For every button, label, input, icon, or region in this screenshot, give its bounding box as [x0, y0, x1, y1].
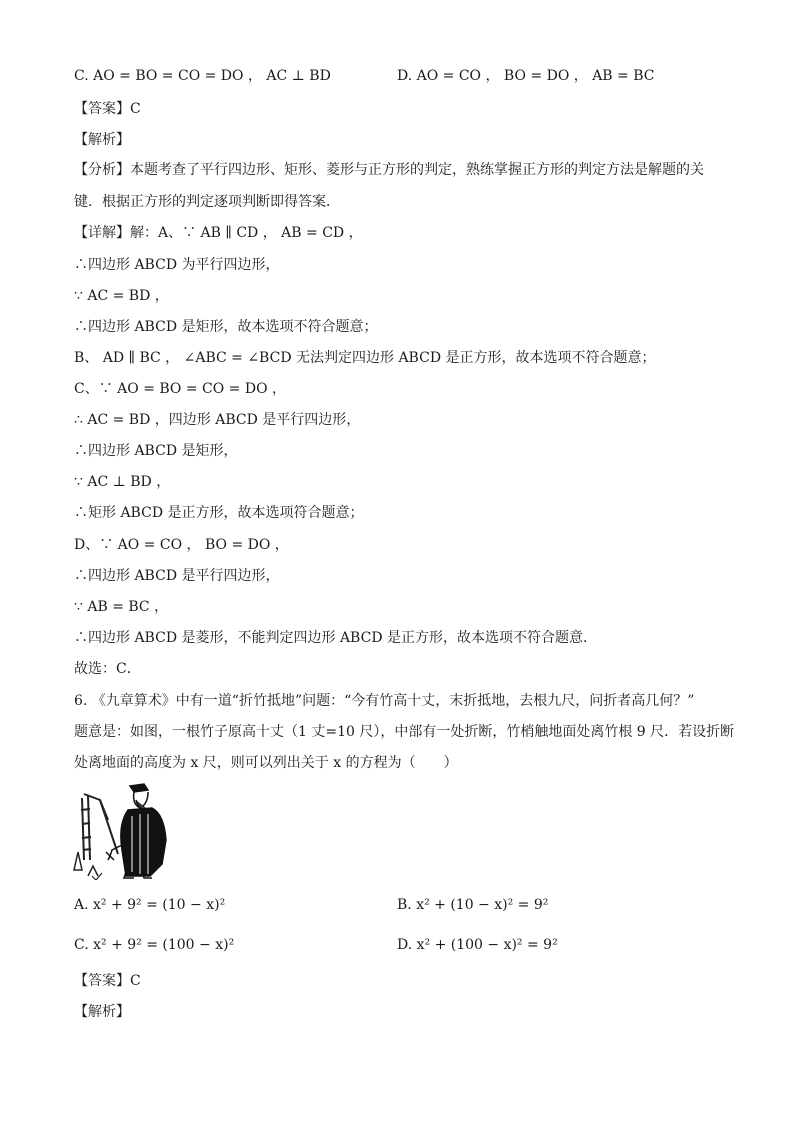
analysis-line: ∴四边形 ABCD 是矩形，故本选项不符合题意；: [74, 319, 378, 335]
q5-option-d: D. AO = CO ， BO = DO ， AB = BC: [397, 68, 655, 84]
analysis-line: ∵ AC ⊥ BD ，: [74, 474, 171, 490]
q6-answer: 【答案】C: [74, 973, 141, 989]
q6-stem-line: 6. 《九章算术》中有一道“折竹抵地”问题：“今有竹高十丈，末折抵地，去根九尺，问折者高几何？”: [74, 693, 695, 709]
analysis-line: ∴四边形 ABCD 是平行四边形，: [74, 568, 280, 584]
q6-option-a: A. x² + 9² = (10 − x)²: [74, 897, 226, 913]
analysis-line: 键．根据正方形的判定逐项判断即得答案．: [74, 194, 340, 210]
analysis-line: ∴矩形 ABCD 是正方形，故本选项符合题意；: [74, 505, 364, 521]
q6-option-c: C. x² + 9² = (100 − x)²: [74, 937, 235, 953]
analysis-line: ∴四边形 ABCD 是矩形，: [74, 443, 238, 459]
q5-option-c: C. AO = BO = CO = DO ， AC ⊥ BD: [74, 68, 331, 84]
analysis-line: ∴ AC = BD ，四边形 ABCD 是平行四边形，: [74, 412, 361, 428]
analysis-line: ∴四边形 ABCD 为平行四边形，: [74, 257, 280, 273]
q6-analysis-heading: 【解析】: [74, 1004, 130, 1020]
analysis-line: 【详解】解：A、∵ AB ∥ CD ， AB = CD ，: [74, 225, 363, 241]
q6-option-b: B. x² + (10 − x)² = 9²: [397, 897, 549, 913]
analysis-line: D、∵ AO = CO ， BO = DO ，: [74, 537, 289, 553]
analysis-line: 故选：C．: [74, 661, 141, 677]
analysis-line: C、∵ AO = BO = CO = DO ，: [74, 381, 287, 397]
q6-option-d: D. x² + (100 − x)² = 9²: [397, 937, 558, 953]
q5-analysis-heading: 【解析】: [74, 132, 130, 148]
analysis-line: ∴四边形 ABCD 是菱形，不能判定四边形 ABCD 是正方形，故本选项不符合题意．: [74, 630, 597, 646]
bamboo-scholar-illustration: [70, 780, 180, 880]
analysis-line: ∵ AC = BD ，: [74, 288, 169, 304]
q5-answer: 【答案】C: [74, 101, 141, 117]
analysis-line: B、 AD ∥ BC ， ∠ABC = ∠BCD 无法判定四边形 ABCD 是正方形，故本选项不符合题意；: [74, 350, 656, 366]
analysis-line: ∵ AB = BC ，: [74, 599, 169, 615]
analysis-line: 【分析】本题考查了平行四边形、矩形、菱形与正方形的判定，熟练掌握正方形的判定方法是解题的关: [74, 162, 704, 178]
q6-stem-line: 处离地面的高度为 x 尺，则可以列出关于 x 的方程为（ ）: [74, 755, 458, 771]
q6-stem-line: 题意是：如图，一根竹子原高十丈（1 丈=10 尺），中部有一处折断，竹梢触地面处离竹根 9 尺．若设折断: [74, 724, 735, 740]
